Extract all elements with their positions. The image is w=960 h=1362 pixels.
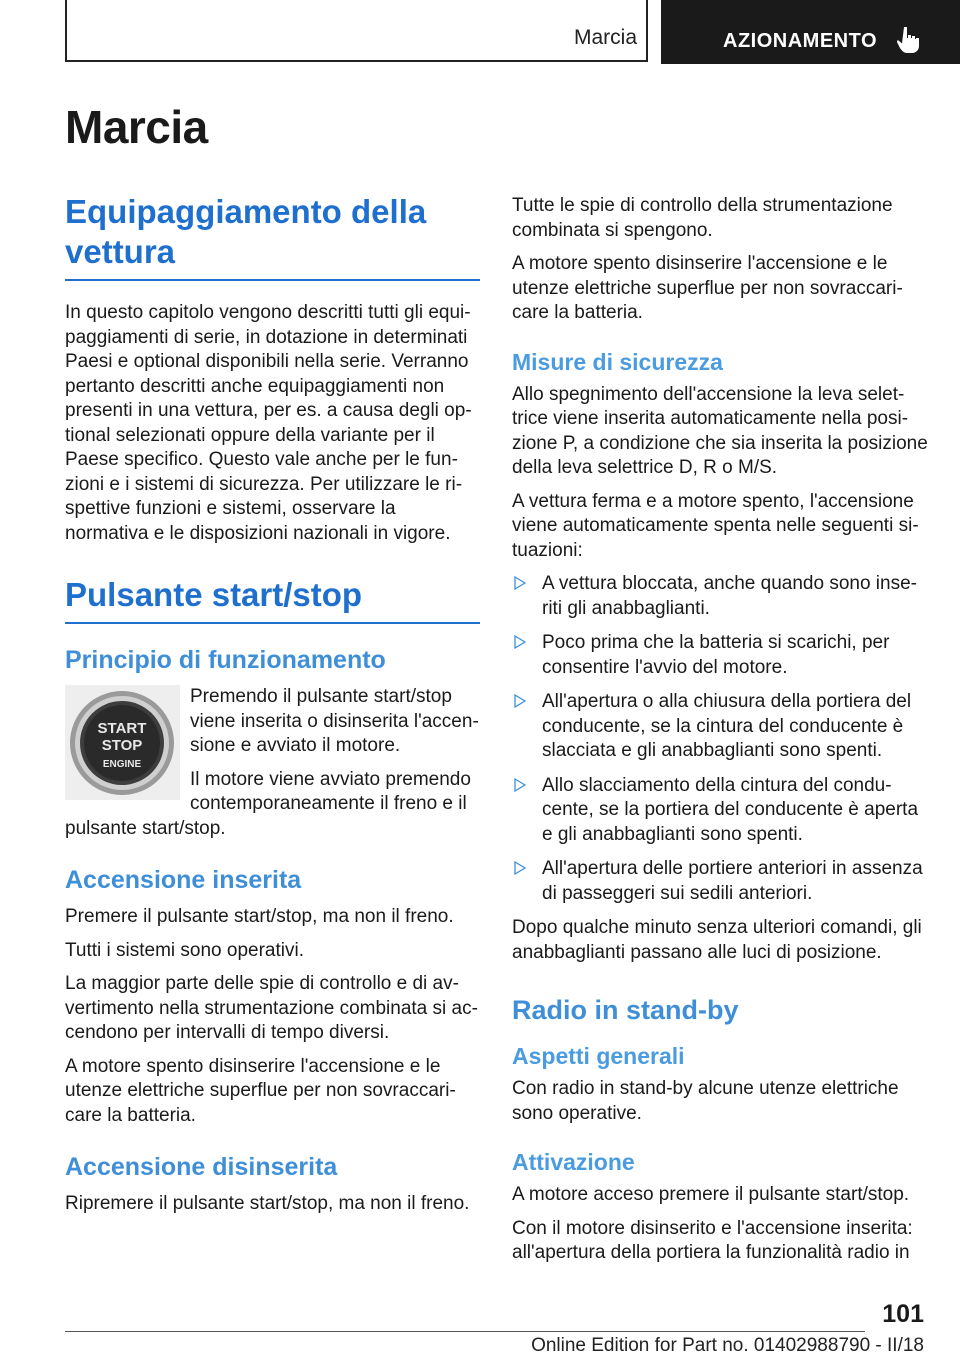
list-item: All'apertura o alla chiusura della portiera del conducente, se la cintura del conducente è slacciata e gli anabbaglianti sono spenti. <box>512 690 930 764</box>
heading-principio: Principio di funzionamento <box>65 646 386 674</box>
paragraph-disinserita-2: Tutte le spie di controllo della strumentazione combinata si spengono. <box>512 195 893 241</box>
pointing-hand-icon <box>897 26 921 54</box>
heading-accensione-inserita: Accensione inserita <box>65 866 302 894</box>
paragraph-inserita-4: A motore spento disinserire l'accensione e le utenze elettriche superflue per non sovraccaricare la batteria. <box>65 1055 456 1126</box>
header-chapter-tab <box>661 0 960 64</box>
paragraph-misure-1: Allo spegnimento dell'accensione la leva selettrice viene inserita automaticamente nella posizione P, a condizione che sia inserita la posizione della leva selettrice D, R o M/S. <box>512 383 928 478</box>
bullet-list-situazioni <box>512 572 930 906</box>
paragraph-inserita-2: Tutti i sistemi sono operativi. <box>65 939 304 961</box>
paragraph-aspetti: Con radio in stand-by alcune utenze elettriche sono operative. <box>512 1078 899 1124</box>
page-number: 101 <box>882 1300 924 1328</box>
paragraph-inserita-1: Premere il pulsante start/stop, ma non il freno. <box>65 906 454 927</box>
list-item: Poco prima che la batteria si scarichi, per consentire l'avvio del motore. <box>512 631 930 680</box>
paragraph-misure-2: A vettura ferma e a motore spento, l'accensione viene automaticamente spenta nelle seguenti situazioni: <box>512 490 919 561</box>
page-title: Marcia <box>65 101 208 153</box>
paragraph-disinserita-3: A motore spento disinserire l'accensione e le utenze elettriche superflue per non sovraccaricare la batteria. <box>512 253 903 323</box>
start-stop-button-image <box>65 685 180 800</box>
triangle-bullet-icon <box>514 576 526 590</box>
stop-label: STOP <box>101 737 143 754</box>
triangle-bullet-icon <box>514 861 526 875</box>
heading-pulsante-start-stop: Pulsante start/stop <box>65 575 480 624</box>
footer-divider <box>65 1331 865 1332</box>
start-stop-engine-icon <box>65 685 180 800</box>
paragraph-principio-1: Premendo il pulsante start/stop viene inserita o disinserita l'accensione e avviato il motore. <box>190 686 479 756</box>
paragraph-equipaggiamento: In questo capitolo vengono descritti tutti gli equipaggiamenti di serie, in dotazione in determinati Paesi e optional disponibili nella serie. Verranno pertanto descritti anche equipaggiamenti non presenti in una vettura, per es. a causa degli optional selezionati oppure della variante per il Paese specifico. Questo vale anche per le funzioni e i sistemi di sicurezza. Per utilizzare le rispettive funzioni e sistemi, osservare la normativa e le disposizioni nazionali in vigore. <box>65 302 472 544</box>
heading-equipaggiamento: Equipaggiamento della vettura <box>65 192 480 281</box>
heading-attivazione: Attivazione <box>512 1149 635 1175</box>
heading-radio-stand-by: Radio in stand-by <box>512 995 739 1025</box>
heading-aspetti-generali: Aspetti generali <box>512 1043 685 1069</box>
list-item: All'apertura delle portiere anteriori in assenza di passeggeri sui sedili anteriori. <box>512 857 930 906</box>
paragraph-inserita-3: La maggior parte delle spie di controllo e di avvertimento nella strumentazione combinata si accendono per intervalli di tempo diversi. <box>65 973 478 1043</box>
triangle-bullet-icon <box>514 635 526 649</box>
paragraph-attivazione-1: A motore acceso premere il pulsante start/stop. <box>512 1184 910 1205</box>
paragraph-principio-2: Il motore viene avviato premendo contemporaneamente il freno e il pulsante start/stop. <box>65 768 471 839</box>
paragraph-misure-3: Dopo qualche minuto senza ulteriori comandi, gli anabbaglianti passano alle luci di posizione. <box>512 917 922 963</box>
header-section-tab <box>65 0 648 62</box>
paragraph-attivazione-2: Con il motore disinserito e l'accensione inserita: all'apertura della portiera la funzionalità radio in <box>512 1217 913 1263</box>
header-section-label: Marcia <box>573 26 637 49</box>
heading-accensione-disinserita: Accensione disinserita <box>65 1153 338 1181</box>
footer-edition: Online Edition for Part no. 01402988790 - II/18 <box>531 1335 924 1356</box>
triangle-bullet-icon <box>514 778 526 792</box>
triangle-bullet-icon <box>514 694 526 708</box>
header-chapter-label: AZIONAMENTO <box>723 30 878 52</box>
paragraph-disinserita-1: Ripremere il pulsante start/stop, ma non il freno. <box>65 1193 470 1214</box>
list-item: A vettura bloccata, anche quando sono inseriti gli anabbaglianti. <box>512 572 930 621</box>
left-column <box>65 192 480 1226</box>
heading-misure-sicurezza: Misure di sicurezza <box>512 348 723 375</box>
list-item: Allo slacciamento della cintura del conducente, se la portiera del conducente è aperta e gli anabbaglianti sono spenti. <box>512 774 930 848</box>
engine-label: ENGINE <box>102 759 142 770</box>
right-column <box>512 194 930 1275</box>
start-label: START <box>97 720 147 737</box>
